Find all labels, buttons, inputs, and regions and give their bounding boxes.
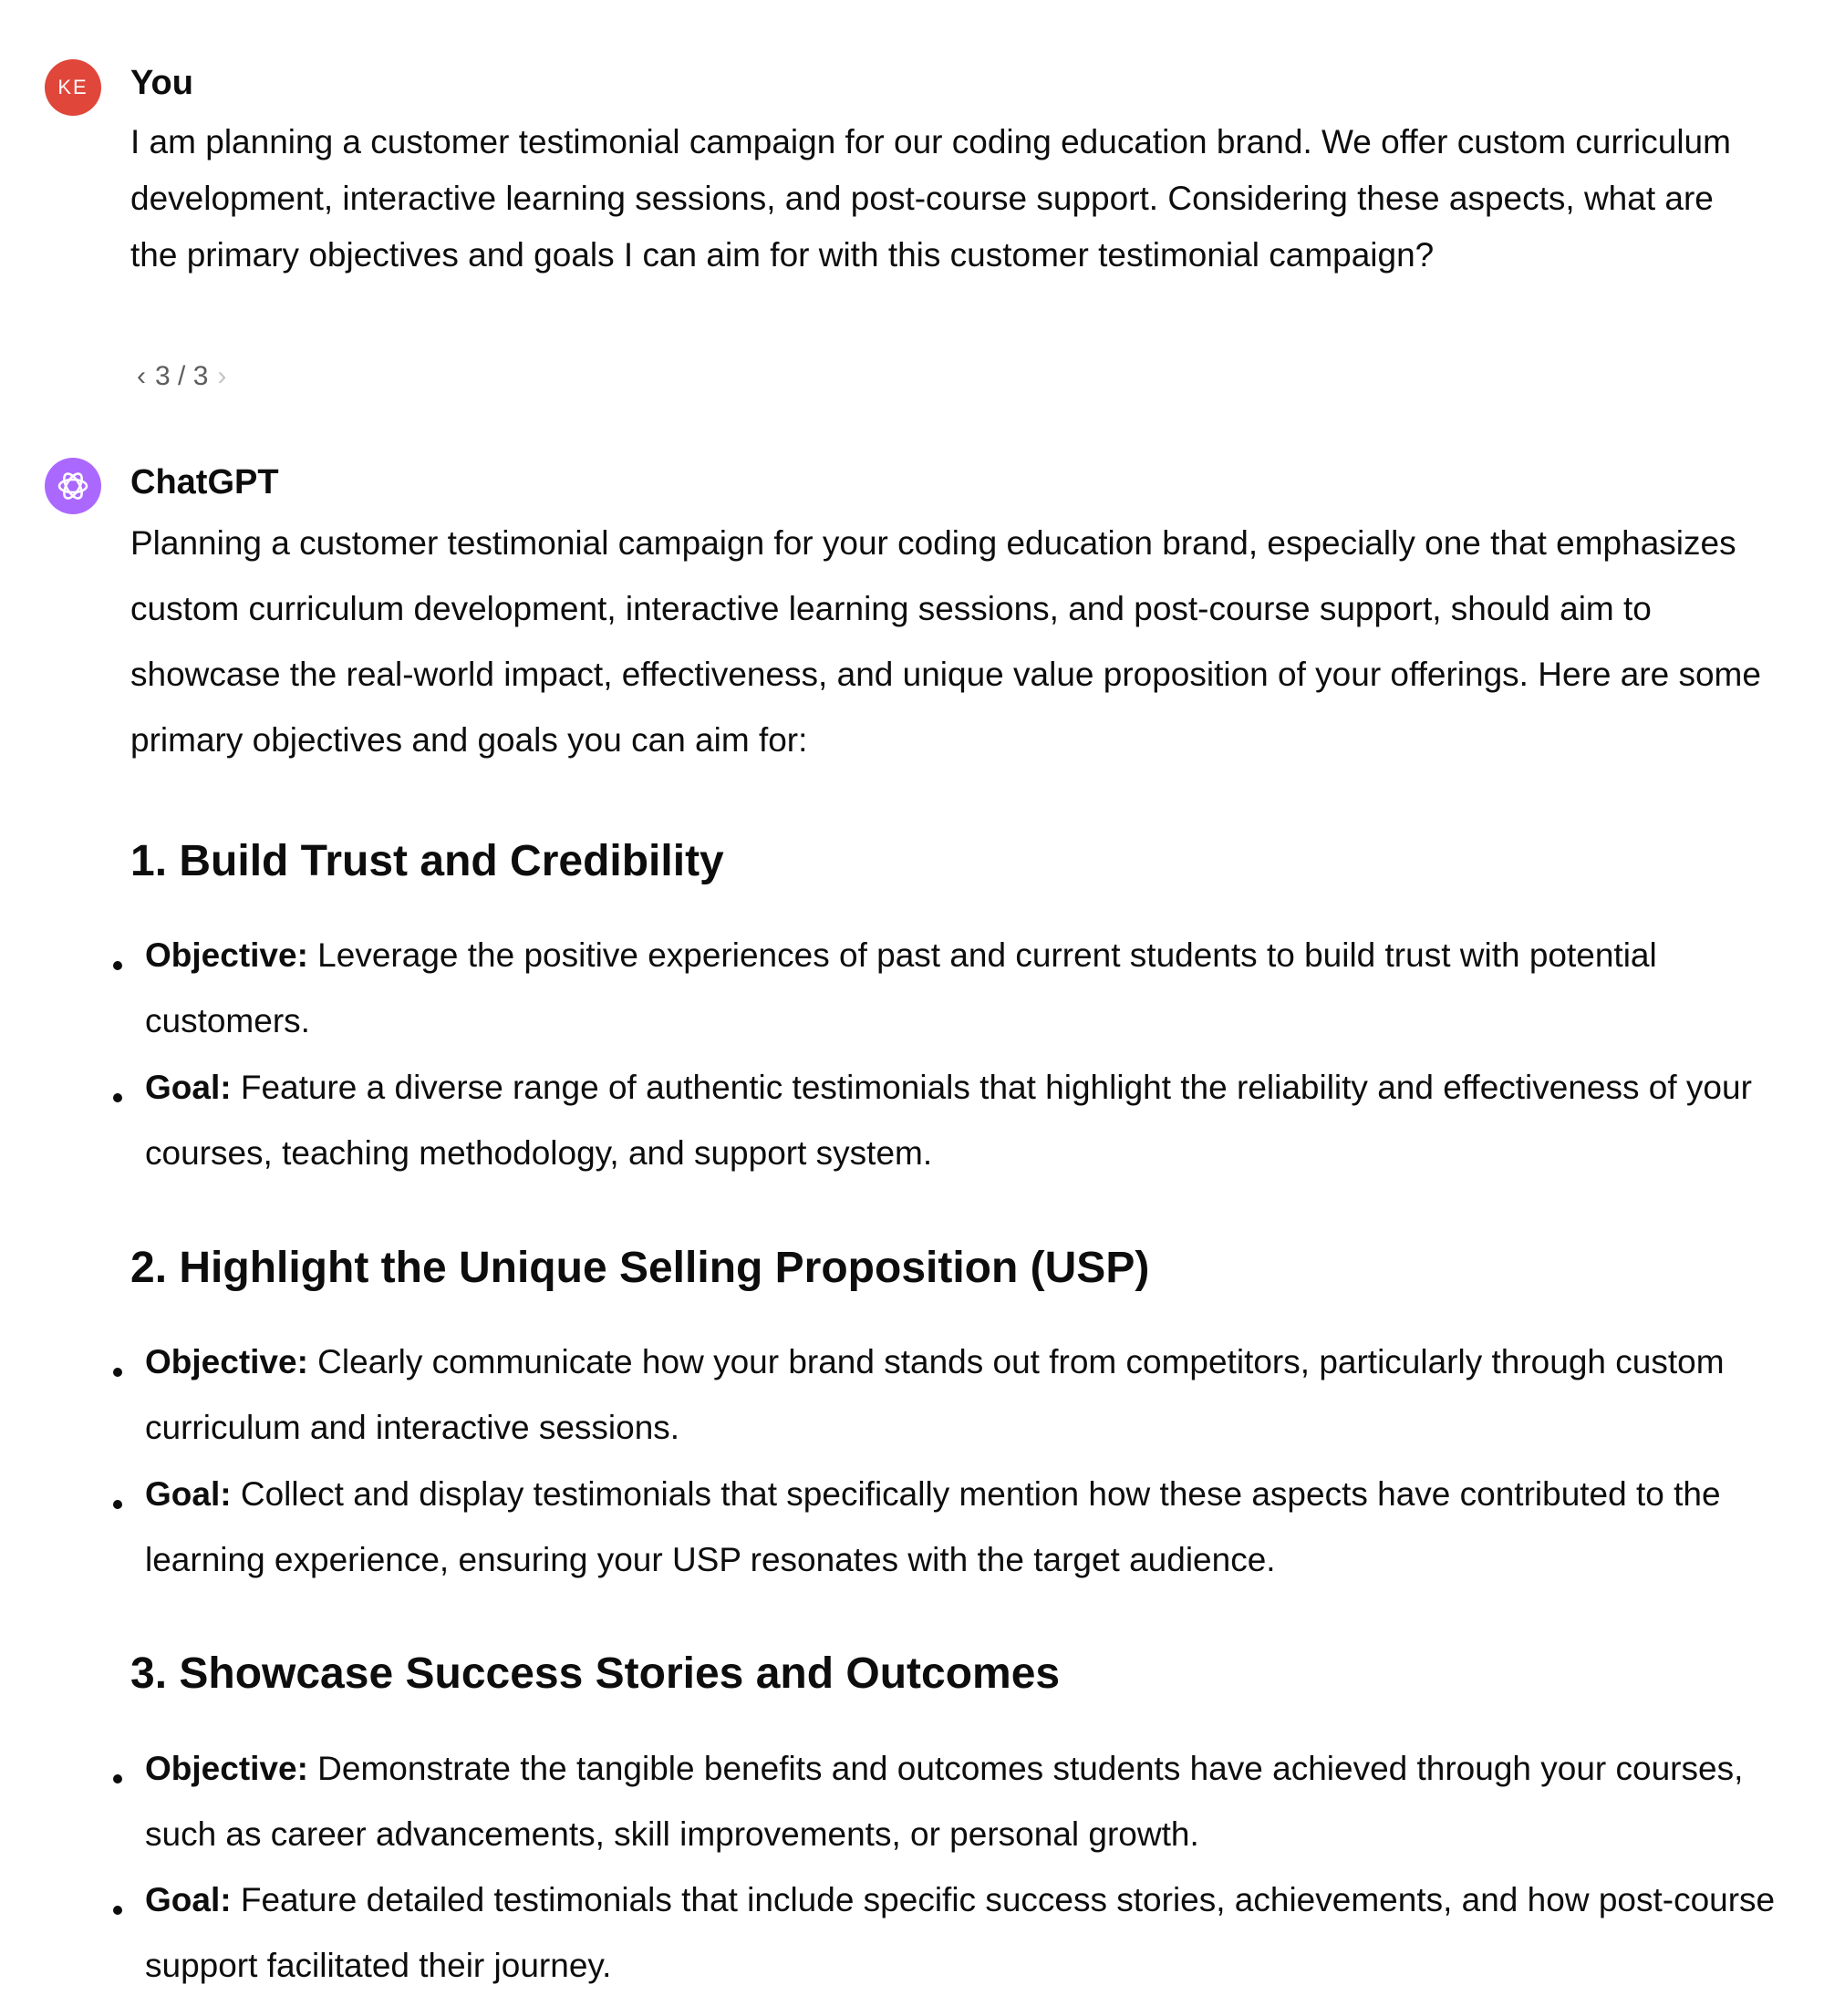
chevron-right-icon[interactable]: › — [217, 361, 227, 391]
assistant-author-name: ChatGPT — [130, 463, 279, 501]
bullet-label: Objective: — [145, 1343, 308, 1380]
chevron-left-icon[interactable]: ‹ — [137, 361, 146, 391]
message-version-pager — [137, 361, 226, 392]
bullet-body: Demonstrate the tangible benefits and outcomes students have achieved through your courses, such as career advancements, skill improvements, or personal growth. — [145, 1750, 1744, 1853]
bullet-label: Goal: — [145, 1069, 232, 1106]
section-heading: 3. Showcase Success Stories and Outcomes — [130, 1649, 1061, 1698]
user-avatar[interactable] — [45, 59, 101, 116]
openai-logo-icon — [45, 458, 101, 514]
bullet-label: Goal: — [145, 1881, 232, 1918]
user-avatar-initials: KE — [57, 76, 88, 98]
bullet-dot-icon — [113, 1368, 122, 1377]
bullet-text — [145, 1055, 1777, 1186]
bullet-dot-icon — [113, 1500, 122, 1509]
bullet-dot-icon — [113, 1093, 122, 1102]
bullet-body: Feature a diverse range of authentic testimonials that highlight the reliability and effectiveness of your courses, teaching methodology, and support system. — [145, 1069, 1752, 1172]
openai-logo-glyph — [53, 466, 93, 506]
assistant-intro-text: Planning a customer testimonial campaign for your coding education brand, especially one that emphasizes custom curriculum development, interactive learning sessions, and post-course support, should aim to showcase the real-world impact, effectiveness, and unique value proposition of your offerings. Here are some primary objectives and goals you can aim for: — [130, 524, 1761, 759]
bullet-text — [145, 1736, 1777, 1867]
user-message-text: I am planning a customer testimonial campaign for our coding education brand. We offer custom curriculum development, interactive learning sessions, and post-course support. Considering these aspects, what are the primary objectives and goals I can aim for with this customer testimonial campaign? — [130, 123, 1731, 274]
bullet-body: Feature detailed testimonials that include specific success stories, achievements, and how post-course support facilitated their journey. — [145, 1881, 1776, 1984]
section-heading: 1. Build Trust and Credibility — [130, 837, 724, 885]
bullet-dot-icon — [113, 1774, 122, 1783]
bullet-dot-icon — [113, 1906, 122, 1915]
bullet-label: Objective: — [145, 1750, 308, 1787]
bullet-body: Leverage the positive experiences of past and current students to build trust with potential customers. — [145, 936, 1657, 1039]
bullet-body: Collect and display testimonials that specifically mention how these aspects have contributed to the learning experience, ensuring your USP resonates with the target audience. — [145, 1475, 1721, 1578]
pager-label: 3 / 3 — [155, 361, 209, 391]
bullet-body: Clearly communicate how your brand stands out from competitors, particularly through custom curriculum and interactive sessions. — [145, 1343, 1725, 1446]
bullet-text — [145, 1867, 1777, 1999]
bullet-dot-icon — [113, 961, 122, 970]
user-author-name: You — [130, 64, 193, 102]
bullet-label: Goal: — [145, 1475, 232, 1513]
bullet-text — [145, 1462, 1777, 1593]
bullet-text — [145, 923, 1777, 1054]
section-heading: 2. Highlight the Unique Selling Proposition (USP) — [130, 1244, 1150, 1292]
bullet-label: Objective: — [145, 936, 308, 974]
bullet-text — [145, 1329, 1777, 1461]
